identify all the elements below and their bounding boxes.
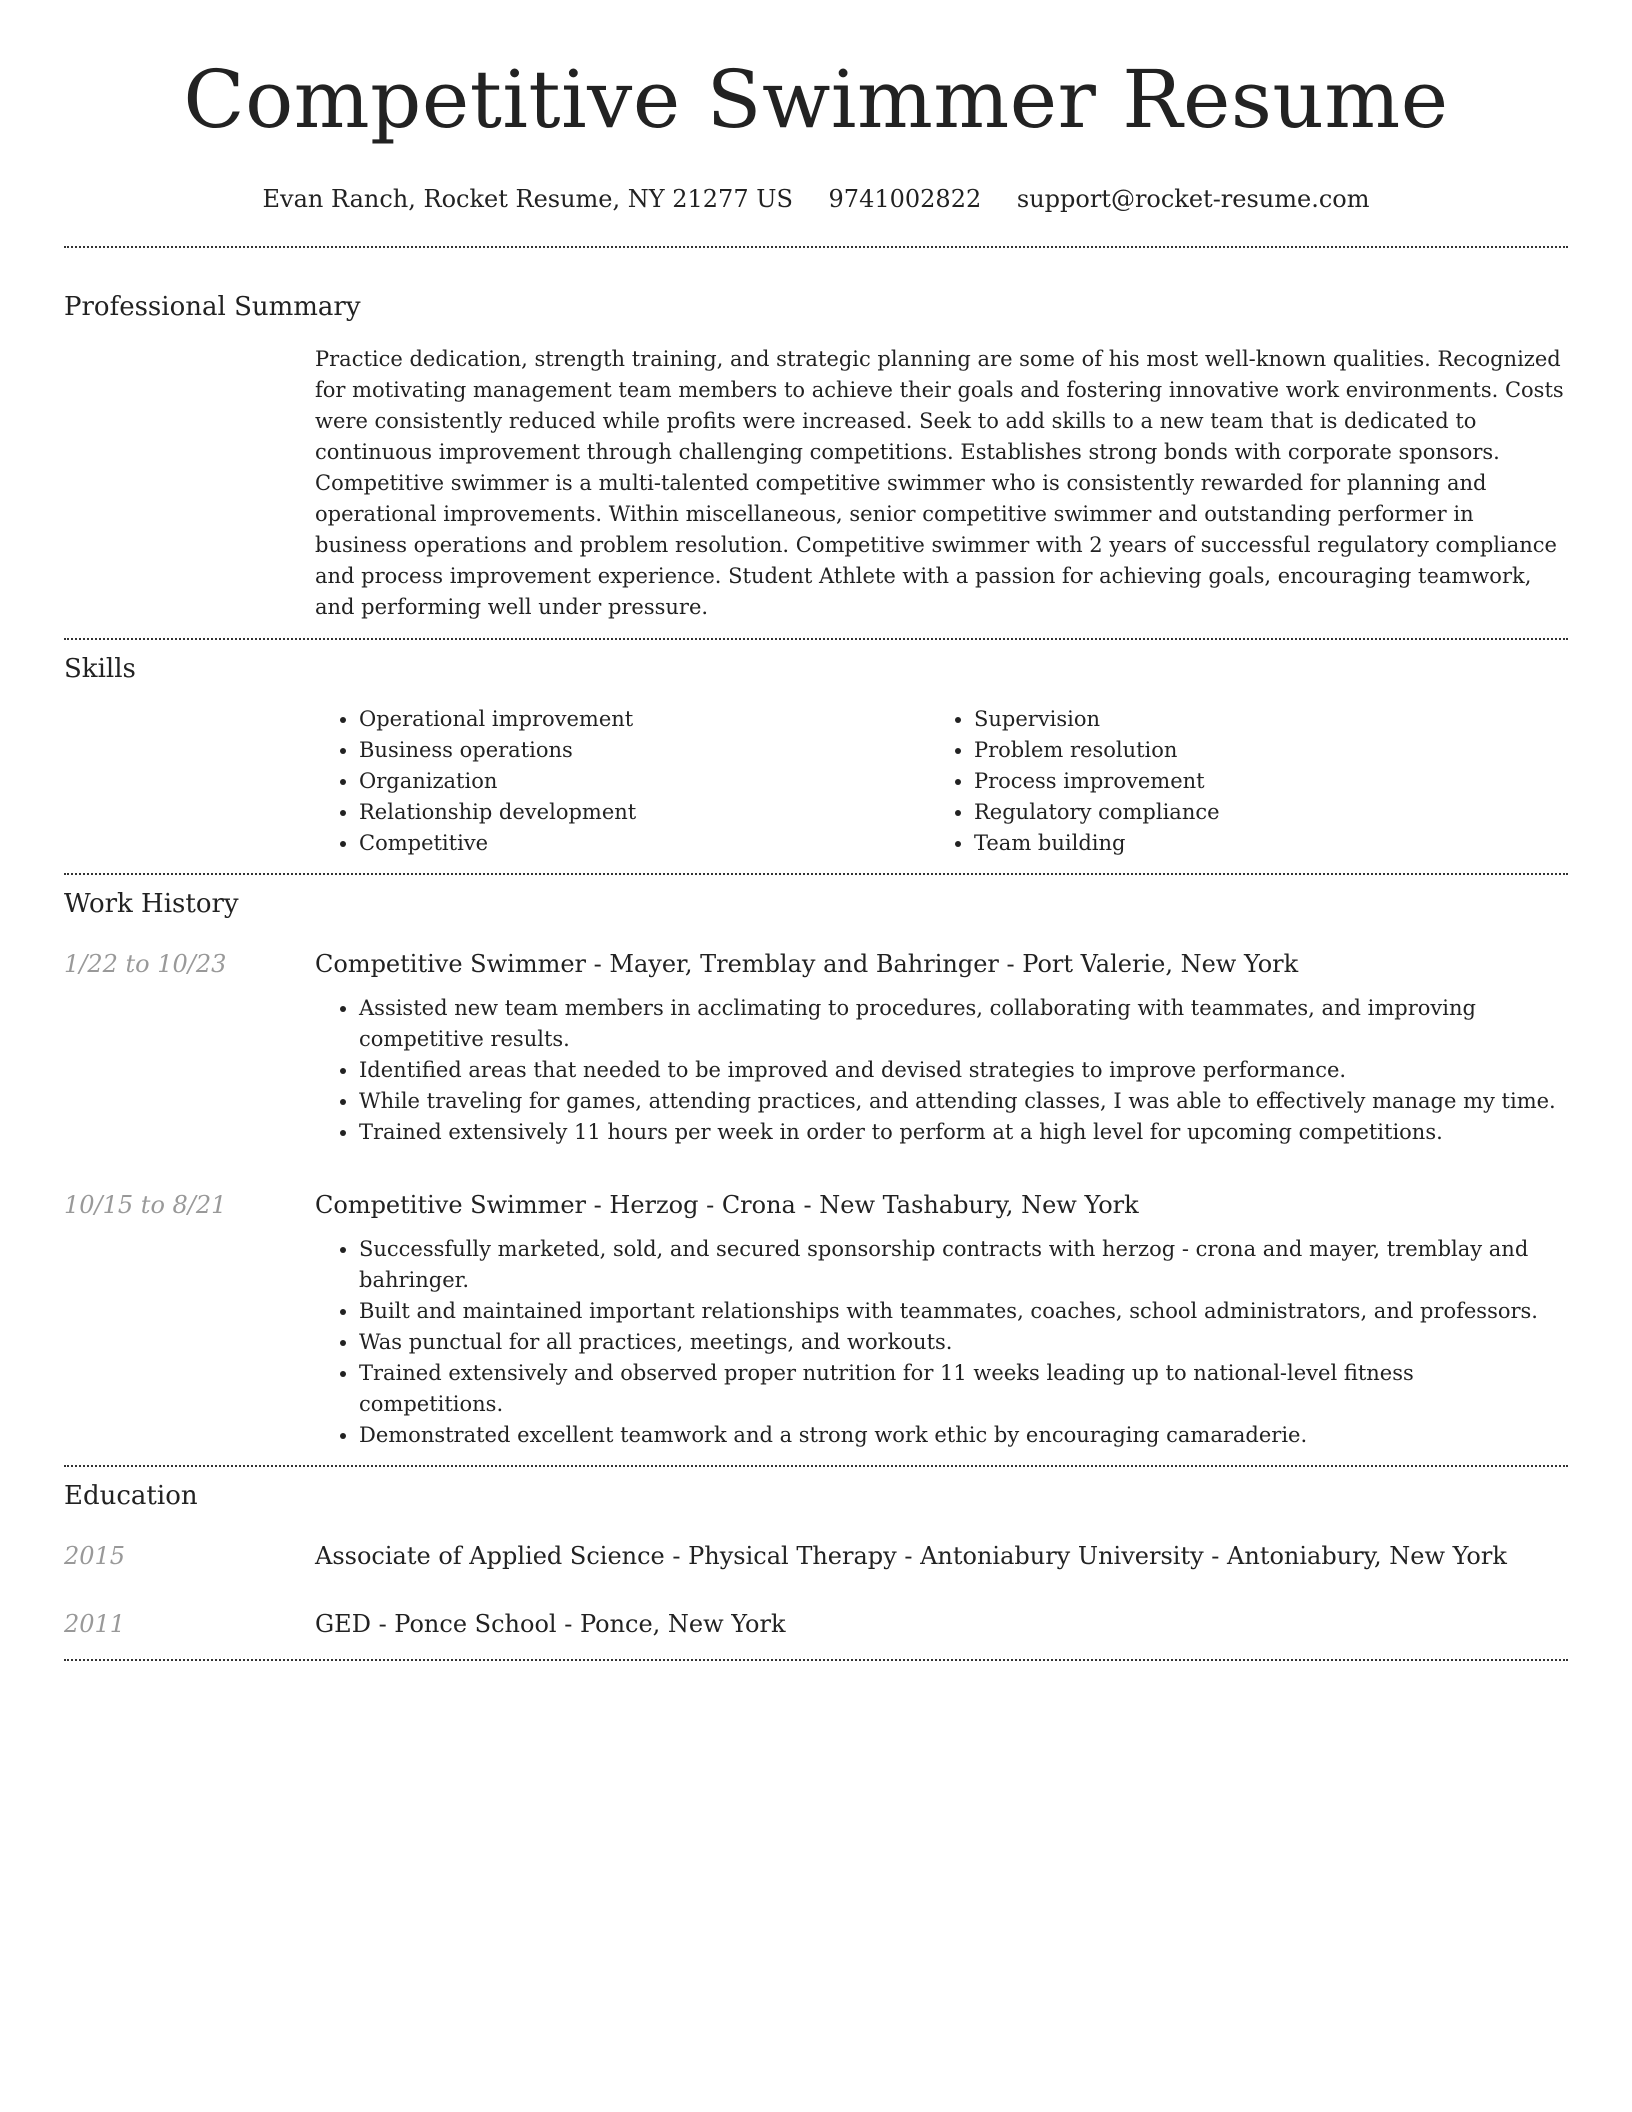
contact-line [64,184,1568,214]
job-details [315,947,1568,1148]
contact-address: Evan Ranch, Rocket Resume, NY 21277 US [262,185,793,213]
skill-item: • Regulatory compliance [974,797,1545,828]
education-entry [64,1607,1568,1641]
education-entry [64,1539,1568,1573]
resume-page [64,0,1568,1661]
skill-item: • Operational improvement [359,704,930,735]
job-details [315,1188,1568,1451]
resume-title: Competitive Swimmer Resume [183,53,1449,146]
summary-heading: Professional Summary [64,292,361,322]
job-heading: Competitive Swimmer - Mayer, Tremblay and Bahringer - Port Valerie, New York [315,950,1299,978]
skill-item: • Supervision [974,704,1545,735]
skills-heading: Skills [64,654,136,684]
job-bullet: • While traveling for games, attending practices, and attending classes, I was able to effectively manage my time. [359,1086,1568,1117]
resume-header [64,0,1568,214]
job-bullet: • Demonstrated excellent teamwork and a strong work ethic by encouraging camaraderie. [359,1420,1568,1451]
contact-email: support@rocket-resume.com [1016,185,1370,213]
job-bullet: • Identified areas that needed to be improved and devised strategies to improve performance. [359,1055,1568,1086]
skill-item: • Problem resolution [974,735,1545,766]
job-entry [64,947,1568,1148]
skill-item: • Team building [974,828,1545,859]
skill-item: • Competitive [359,828,930,859]
summary-text: Practice dedication, strength training, and strategic planning are some of his most well-known qualities. Recognized for motivating management team members to achieve their goals and fostering innovative work environments. Costs were consistently reduced while profits were increased. Seek to add skills to a new team that is dedicated to continuous improvement through challenging competitions. Establishes strong bonds with corporate sponsors. Competitive swimmer is a multi-talented competitive swimmer who is consistently rewarded for planning and operational improvements. Within miscellaneous, senior competitive swimmer and outstanding performer in business operations and problem resolution. Competitive swimmer with 2 years of successful regulatory compliance and process improvement experience. Student Athlete with a passion for achieving goals, encouraging teamwork, and performing well under pressure. [315,347,1564,619]
work-history-section [64,875,1568,1451]
skills-list-left [315,704,930,859]
skill-item: • Relationship development [359,797,930,828]
skill-item: • Process improvement [974,766,1545,797]
skills-section [64,640,1568,859]
skill-item: • Organization [359,766,930,797]
education-section [64,1467,1568,1641]
job-bullets [315,993,1568,1148]
education-heading: Education [64,1481,198,1511]
skills-grid [315,704,1568,859]
education-heading-line: GED - Ponce School - Ponce, New York [315,1610,786,1638]
work-history-heading: Work History [64,889,239,919]
job-heading: Competitive Swimmer - Herzog - Crona - New Tashabury, New York [315,1191,1139,1219]
summary-section [64,248,1568,623]
education-heading-line: Associate of Applied Science - Physical Therapy - Antoniabury University - Antoniabury, New York [315,1542,1507,1570]
education-date: 2015 [64,1542,126,1570]
job-date: 1/22 to 10/23 [64,950,227,978]
section-divider [64,1659,1568,1661]
job-bullet: • Was punctual for all practices, meetings, and workouts. [359,1327,1568,1358]
job-bullet: • Assisted new team members in acclimating to procedures, collaborating with teammates, and improving competitive results. [359,993,1568,1055]
contact-phone: 9741002822 [828,185,982,213]
job-bullets [315,1234,1568,1451]
education-date: 2011 [64,1610,126,1638]
job-entry [64,1188,1568,1451]
job-date: 10/15 to 8/21 [64,1191,227,1219]
job-bullet: • Trained extensively 11 hours per week in order to perform at a high level for upcoming competitions. [359,1117,1568,1148]
job-bullet: • Successfully marketed, sold, and secured sponsorship contracts with herzog - crona and mayer, tremblay and bahringer. [359,1234,1568,1296]
skills-list-right [930,704,1545,859]
job-bullet: • Built and maintained important relationships with teammates, coaches, school administrators, and professors. [359,1296,1568,1327]
job-bullet: • Trained extensively and observed proper nutrition for 11 weeks leading up to national-level fitness competitions. [359,1358,1568,1420]
skill-item: • Business operations [359,735,930,766]
